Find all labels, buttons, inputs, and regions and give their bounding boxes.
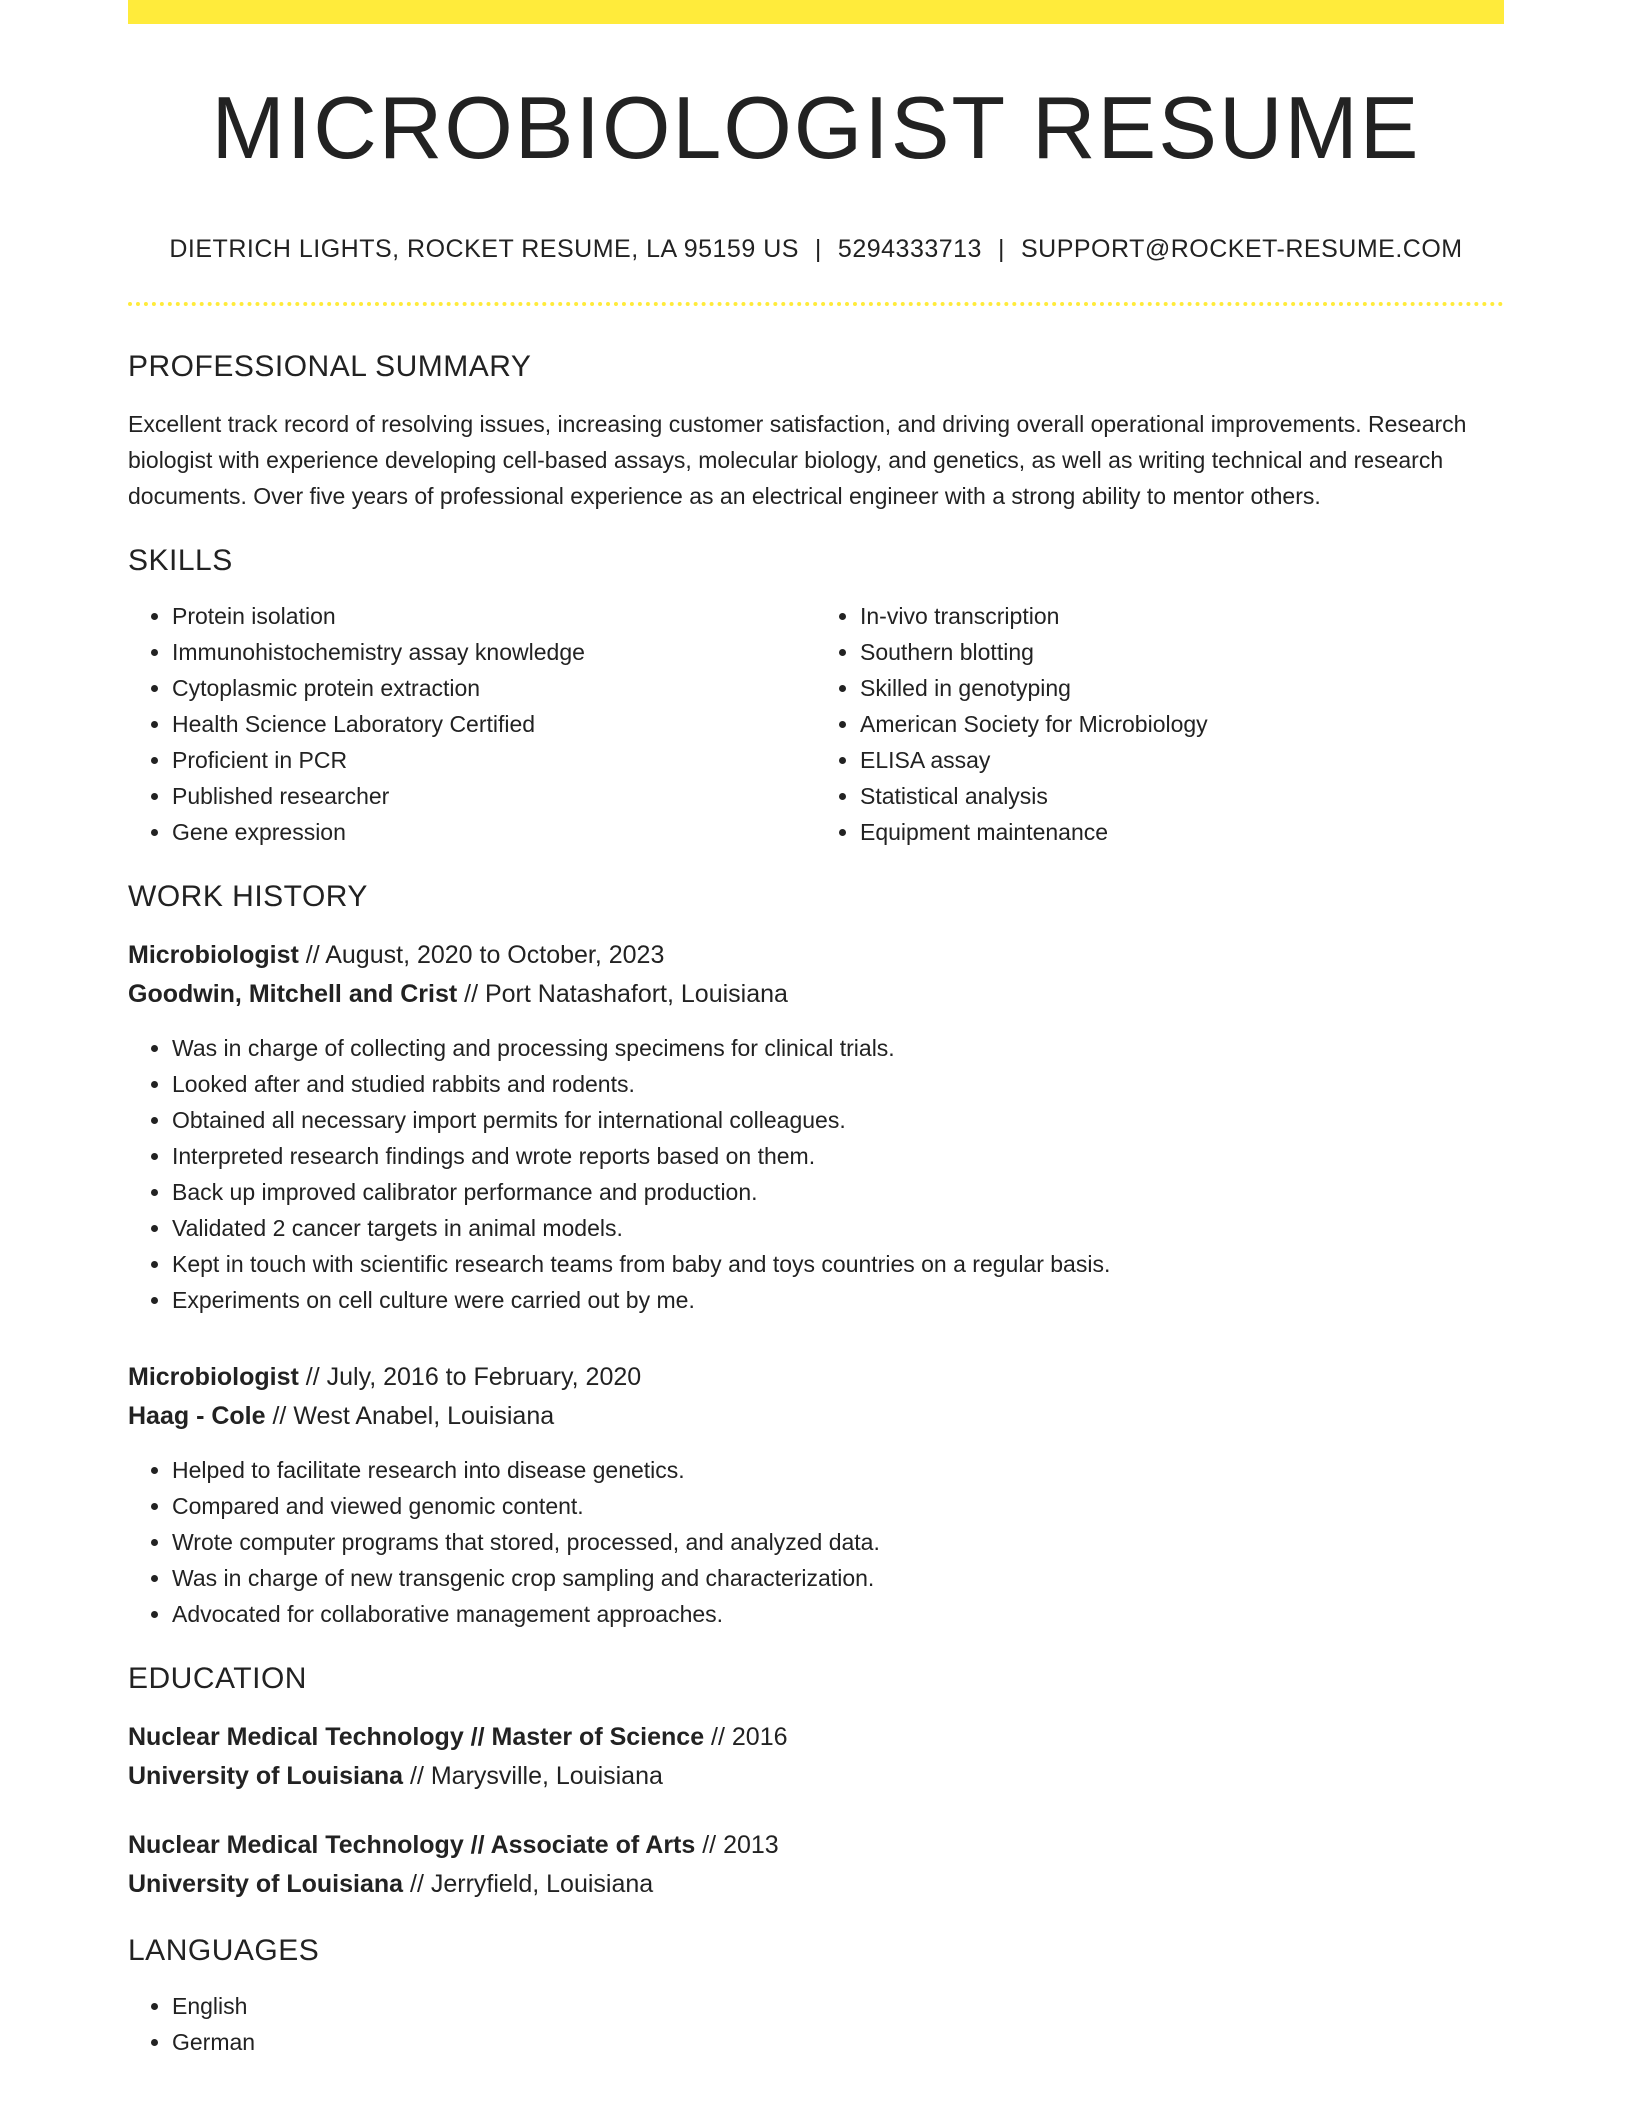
summary-heading: PROFESSIONAL SUMMARY — [128, 349, 532, 383]
job-duty: • Obtained all necessary import permits for international colleagues. — [172, 1102, 1504, 1138]
job-title-line — [128, 936, 1504, 975]
job-duty: • Validated 2 cancer targets in animal models. — [172, 1210, 1504, 1246]
dotted-divider — [128, 302, 1504, 306]
work-history-heading: WORK HISTORY — [128, 879, 368, 913]
school-line — [128, 1865, 1504, 1904]
contact-phone: 5294333713 — [837, 234, 982, 263]
language-item: • German — [172, 2024, 1504, 2060]
job-company-line — [128, 975, 1504, 1014]
job-duties — [128, 1452, 1504, 1632]
job-duty: • Helped to facilitate research into disease genetics. — [172, 1452, 1504, 1488]
school: University of Louisiana — [128, 1869, 404, 1898]
degree: Nuclear Medical Technology // Associate of Arts — [128, 1830, 696, 1859]
degree-line — [128, 1826, 1504, 1865]
degree-year: // 2016 — [704, 1722, 788, 1751]
skill-item: • Gene expression — [172, 814, 816, 850]
contact-address: DIETRICH LIGHTS, ROCKET RESUME, LA 95159 US — [169, 234, 799, 263]
skill-item: • Equipment maintenance — [860, 814, 1504, 850]
skill-item: • Immunohistochemistry assay knowledge — [172, 634, 816, 670]
contact-line — [128, 235, 1504, 264]
job-location: // West Anabel, Louisiana — [265, 1401, 555, 1430]
education-entry — [128, 1718, 1504, 1796]
skills-list — [128, 598, 1504, 850]
skill-item: • ELISA assay — [860, 742, 1504, 778]
skills-left-column — [128, 598, 816, 850]
skill-item: • Southern blotting — [860, 634, 1504, 670]
job-duty: • Wrote computer programs that stored, processed, and analyzed data. — [172, 1524, 1504, 1560]
job-company-line — [128, 1397, 1504, 1436]
job-location: // Port Natashafort, Louisiana — [457, 979, 788, 1008]
skill-item: • Statistical analysis — [860, 778, 1504, 814]
job-duty: • Compared and viewed genomic content. — [172, 1488, 1504, 1524]
job-entry — [128, 936, 1504, 1318]
skills-right-column — [816, 598, 1504, 850]
job-title: Microbiologist — [128, 940, 299, 969]
top-accent-bar — [128, 0, 1504, 24]
job-entry — [128, 1358, 1504, 1632]
degree-line — [128, 1718, 1504, 1757]
job-company: Haag - Cole — [128, 1401, 266, 1430]
skill-item: • Proficient in PCR — [172, 742, 816, 778]
contact-separator: | — [814, 234, 822, 263]
job-duty: • Was in charge of collecting and processing specimens for clinical trials. — [172, 1030, 1504, 1066]
skill-item: • Published researcher — [172, 778, 816, 814]
resume-title: MICROBIOLOGIST RESUME — [211, 78, 1421, 177]
job-dates: // August, 2020 to October, 2023 — [298, 940, 665, 969]
school-location: // Jerryfield, Louisiana — [403, 1869, 654, 1898]
job-duty: • Was in charge of new transgenic crop sampling and characterization. — [172, 1560, 1504, 1596]
contact-separator: | — [997, 234, 1005, 263]
school-location: // Marysville, Louisiana — [403, 1761, 663, 1790]
job-duty: • Interpreted research findings and wrote reports based on them. — [172, 1138, 1504, 1174]
languages-list — [128, 1988, 1504, 2060]
job-title: Microbiologist — [128, 1362, 299, 1391]
education-heading: EDUCATION — [128, 1661, 307, 1695]
skill-item: • Cytoplasmic protein extraction — [172, 670, 816, 706]
languages-heading: LANGUAGES — [128, 1933, 320, 1967]
summary-text: Excellent track record of resolving issues, increasing customer satisfaction, and driving overall operational improvements. Research biologist with experience developing cell-based assays, molecular biology, and genetics, as well as writing technical and research documents. Over five years of professional experience as an electrical engineer with a strong ability to mentor others. — [128, 410, 1467, 509]
job-title-line — [128, 1358, 1504, 1397]
education-entry — [128, 1826, 1504, 1904]
school: University of Louisiana — [128, 1761, 404, 1790]
job-duty: • Looked after and studied rabbits and rodents. — [172, 1066, 1504, 1102]
contact-email: SUPPORT@ROCKET-RESUME.COM — [1020, 234, 1463, 263]
skill-item: • Protein isolation — [172, 598, 816, 634]
job-dates: // July, 2016 to February, 2020 — [298, 1362, 642, 1391]
skill-item: • American Society for Microbiology — [860, 706, 1504, 742]
skill-item: • Skilled in genotyping — [860, 670, 1504, 706]
job-duty: • Back up improved calibrator performance and production. — [172, 1174, 1504, 1210]
job-company: Goodwin, Mitchell and Crist — [128, 979, 458, 1008]
job-duty: • Advocated for collaborative management approaches. — [172, 1596, 1504, 1632]
degree: Nuclear Medical Technology // Master of Science — [128, 1722, 705, 1751]
skill-item: • In-vivo transcription — [860, 598, 1504, 634]
job-duty: • Experiments on cell culture were carried out by me. — [172, 1282, 1504, 1318]
skills-heading: SKILLS — [128, 543, 233, 577]
job-duty: • Kept in touch with scientific research teams from baby and toys countries on a regular basis. — [172, 1246, 1504, 1282]
school-line — [128, 1757, 1504, 1796]
degree-year: // 2013 — [695, 1830, 779, 1859]
job-duties — [128, 1030, 1504, 1318]
skill-item: • Health Science Laboratory Certified — [172, 706, 816, 742]
language-item: • English — [172, 1988, 1504, 2024]
resume-content — [128, 0, 1504, 2060]
